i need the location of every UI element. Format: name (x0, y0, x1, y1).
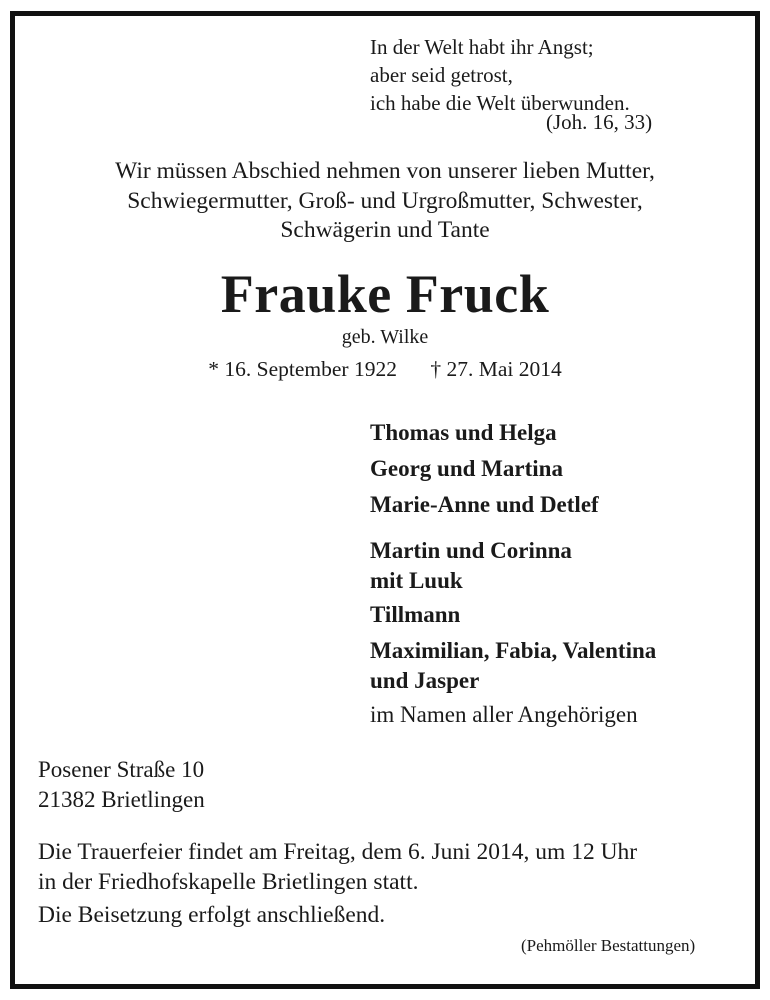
grandchildren-group-3 (370, 636, 656, 696)
burial-info: Die Beisetzung erfolgt anschließend. (38, 902, 386, 928)
family-member: Tillmann (370, 602, 461, 627)
family-member: mit Luuk (370, 568, 463, 593)
family-member: Martin und Corinna (370, 538, 572, 563)
intro-line: Wir müssen Abschied nehmen von unserer lieben Mutter, (115, 158, 655, 184)
verse-line: ich habe die Welt überwunden. (370, 91, 630, 115)
birth-date: * 16. September 1922 (208, 357, 397, 381)
intro-line: Schwägerin und Tante (280, 217, 490, 243)
family-member: Georg und Martina (370, 456, 563, 481)
farewell-intro (0, 157, 770, 246)
grandchildren-group-1 (370, 536, 572, 596)
intro-line: Schwiegermutter, Groß- und Urgroßmutter, Schwester, (127, 187, 643, 214)
address-city: 21382 Brietlingen (38, 787, 205, 812)
deceased-name: Frauke Fruck (220, 264, 550, 324)
funeral-info (38, 837, 637, 897)
grandchildren-group-2 (370, 600, 460, 630)
family-member: Maximilian, Fabia, Valentina (370, 638, 657, 663)
family-member: Thomas und Helga (370, 420, 557, 445)
address-street: Posener Straße 10 (38, 757, 205, 782)
on-behalf-line: im Namen aller Angehörigen (370, 702, 638, 727)
life-dates (0, 355, 770, 383)
verse-line: In der Welt habt ihr Angst; (370, 35, 594, 59)
verse-reference: (Joh. 16, 33) (546, 110, 653, 134)
children-list (370, 418, 599, 520)
death-date: † 27. Mai 2014 (430, 357, 562, 381)
bible-verse (370, 33, 630, 117)
undertaker-credit: (Pehmöller Bestattungen) (521, 936, 696, 955)
maiden-name: geb. Wilke (341, 326, 429, 348)
address-block (38, 755, 205, 815)
funeral-line: Die Trauerfeier findet am Freitag, dem 6. Juni 2014, um 12 Uhr (38, 839, 638, 865)
verse-line: aber seid getrost, (370, 63, 513, 87)
funeral-line: in der Friedhofskapelle Brietlingen statt. (38, 869, 419, 895)
family-member: Marie-Anne und Detlef (370, 492, 599, 517)
family-member: und Jasper (370, 668, 480, 693)
